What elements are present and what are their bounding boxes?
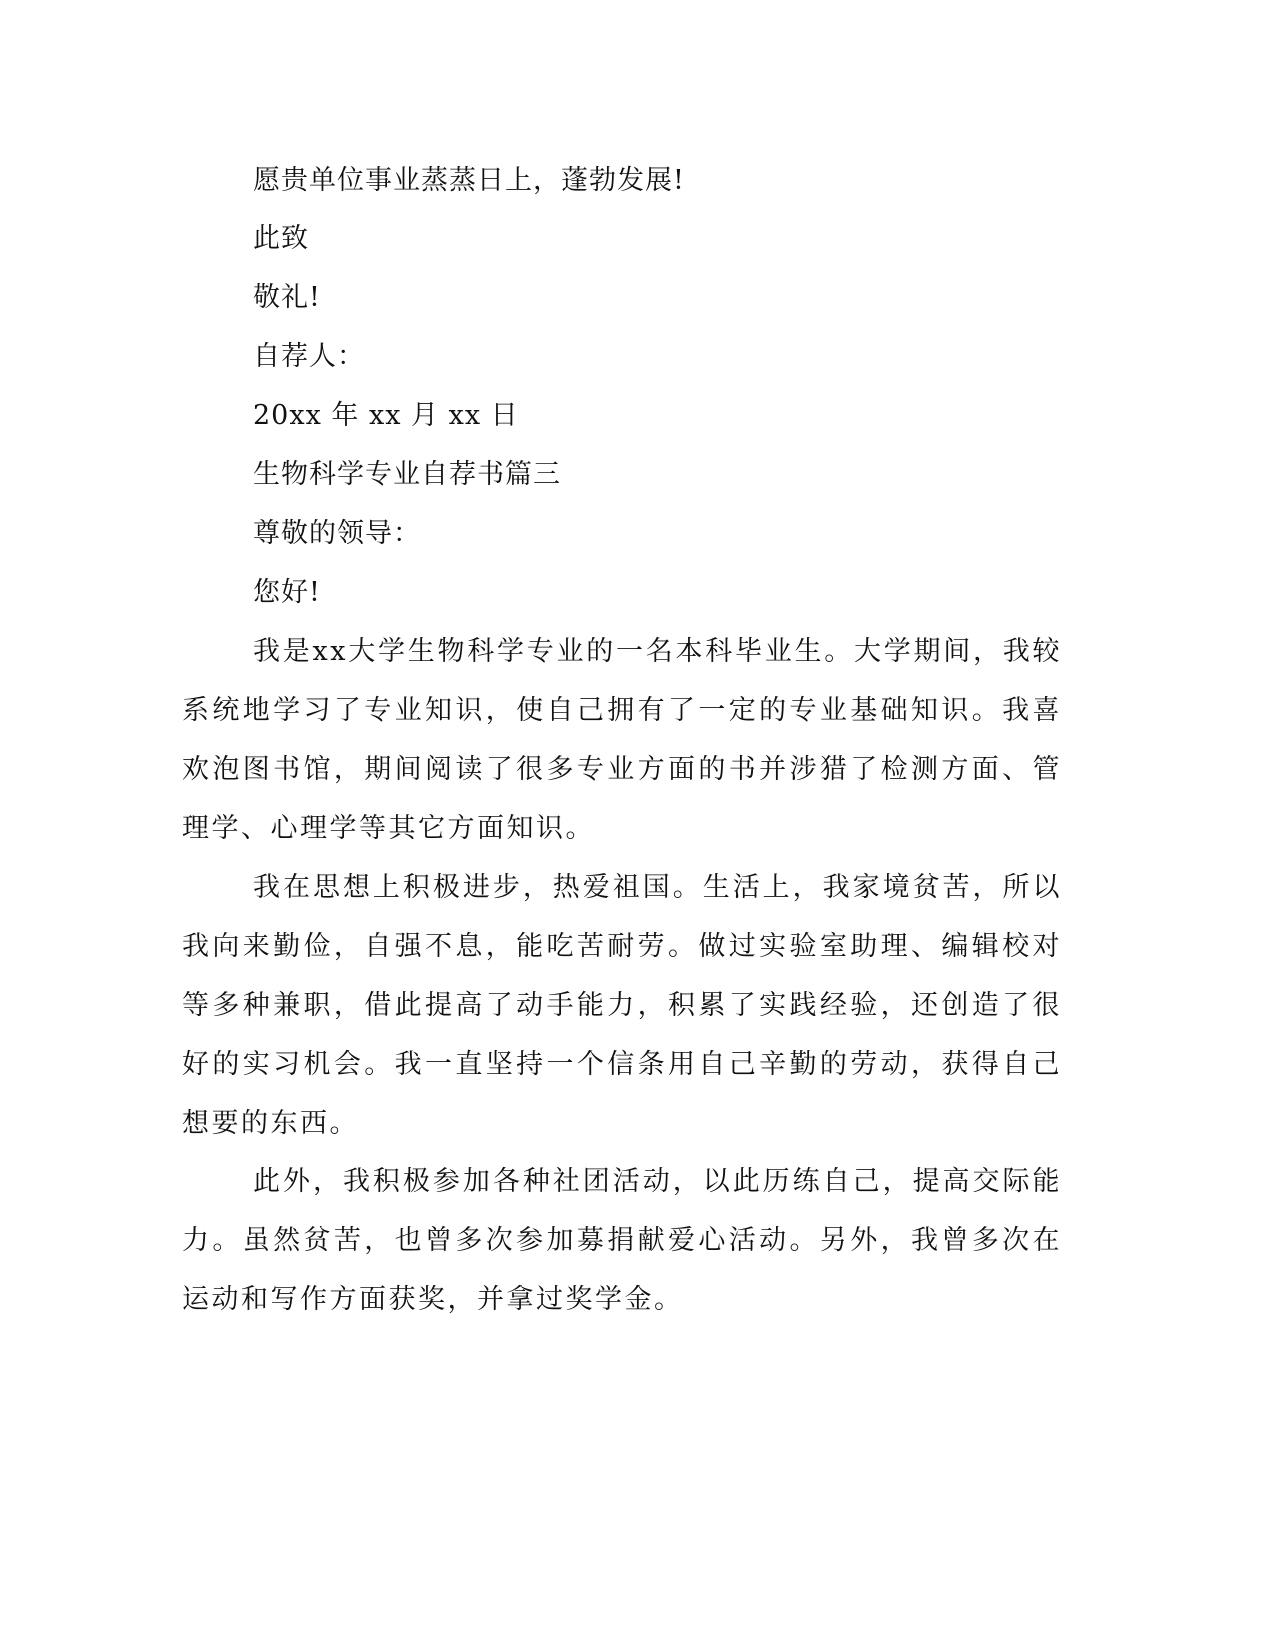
signature-label: 自荐人：	[253, 341, 365, 372]
closing-cizhi: 此致	[253, 223, 309, 254]
closing-jingli: 敬礼!	[253, 282, 321, 313]
body-paragraph-1: 我是xx大学生物科学专业的一名本科毕业生。大学期间，我较系统地学习了专业知识，使自己拥有了一定的专业基础知识。我喜欢泡图书馆，期间阅读了很多专业方面的书并涉猎了检测方面、管理学、心理学等其它方面知识。	[182, 636, 1062, 844]
greeting: 您好!	[253, 577, 321, 608]
date-line: 20xx 年 xx 月 xx 日	[253, 400, 519, 431]
salutation: 尊敬的领导：	[253, 518, 421, 549]
closing-wish: 愿贵单位事业蒸蒸日上，蓬勃发展!	[253, 165, 685, 196]
body-paragraph-3: 此外，我积极参加各种社团活动，以此历练自己，提高交际能力。虽然贫苦，也曾多次参加募捐献爱心活动。另外，我曾多次在运动和写作方面获奖，并拿过奖学金。	[182, 1166, 1062, 1315]
body-paragraph-2: 我在思想上积极进步，热爱祖国。生活上，我家境贫苦，所以我向来勤俭，自强不息，能吃苦耐劳。做过实验室助理、编辑校对等多种兼职，借此提高了动手能力，积累了实践经验，还创造了很好的实习机会。我一直坚持一个信条用自己辛勤的劳动，获得自己想要的东西。	[182, 872, 1062, 1139]
section-title: 生物科学专业自荐书篇三	[253, 459, 561, 490]
